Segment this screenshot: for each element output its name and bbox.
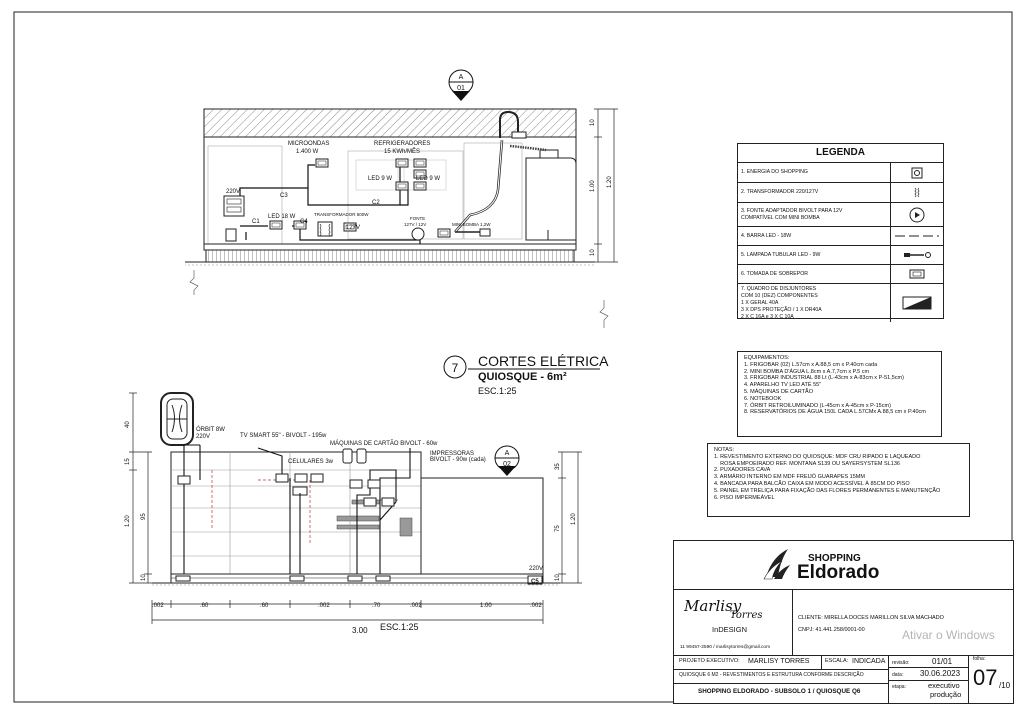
svg-text:LED 9 W: LED 9 W bbox=[416, 176, 441, 182]
svg-text:FONTE: FONTE bbox=[410, 216, 426, 221]
svg-text:10: 10 bbox=[141, 574, 147, 581]
svg-text:ÓRBIT 8W: ÓRBIT 8W bbox=[196, 427, 225, 433]
transformer-coil-icon bbox=[910, 186, 924, 200]
notes-list bbox=[707, 443, 970, 517]
list-item: 7. ÓRBIT RETROILUMINADO (L-45cm x A-45cm x P-15cm) bbox=[744, 402, 891, 409]
svg-text:1.20: 1.20 bbox=[607, 176, 613, 188]
list-item: 6. NOTEBOOK bbox=[744, 395, 782, 402]
led-bar-dashed-icon bbox=[895, 232, 939, 240]
legend-item: 2. TRANSFORMADOR 220/127V bbox=[738, 183, 943, 203]
client-cnpj: CNPJ: 41.441.258/0001-00 bbox=[798, 627, 865, 633]
list-item: 3. ARMÁRIO INTERNO EM MDF FREIJÓ GUARAPES 15MM bbox=[714, 474, 865, 481]
svg-text:LED 9 W: LED 9 W bbox=[368, 176, 393, 182]
svg-text:ESC.1:25: ESC.1:25 bbox=[478, 386, 517, 396]
svg-text:REFRIGERADORES: REFRIGERADORES bbox=[374, 141, 431, 147]
designer-name-1: Marlisy bbox=[684, 597, 742, 615]
legend-panel bbox=[737, 143, 944, 319]
svg-text:MINI BOMBA 1,2W: MINI BOMBA 1,2W bbox=[452, 222, 491, 227]
list-item: ROSA EMPOEIRADO REF. MONTANA S139 OU SAYERSYSTEM SL136 bbox=[714, 460, 900, 467]
legend-title: LEGENDA bbox=[738, 144, 943, 163]
front-elevation-view bbox=[125, 393, 582, 635]
legend-item: 3. FONTE ADAPTADOR BIVOLT PARA 12V COMPATÍVEL COM MINI BOMBA bbox=[738, 203, 943, 227]
transformer-coil-icon bbox=[318, 222, 332, 236]
svg-text:.70: .70 bbox=[372, 603, 381, 609]
activation-watermark: Ativar o Windows bbox=[902, 628, 995, 642]
sheet-number: 07 bbox=[973, 665, 998, 690]
svg-text:C4: C4 bbox=[300, 219, 308, 225]
list-item: 5. PAINEL EM TRELIÇA PARA FIXAÇÃO DAS FLORES PERMANENTES E MANUTENÇÃO bbox=[714, 487, 941, 494]
svg-text:C3: C3 bbox=[280, 193, 288, 199]
list-item: 5. MÁQUINAS DE CARTÃO bbox=[744, 388, 813, 395]
client-name: CLIENTE: MIRELLA DOCES MARILLON SILVA MACHADO bbox=[798, 615, 944, 621]
section-title bbox=[444, 353, 609, 396]
energy-square-icon bbox=[910, 166, 924, 180]
socket-icon bbox=[909, 269, 925, 279]
svg-text:1.20: 1.20 bbox=[571, 513, 577, 525]
svg-text:C1: C1 bbox=[252, 219, 260, 225]
list-item: 4. APARELHO TV LED ATÉ 55" bbox=[744, 382, 822, 389]
equipment-list bbox=[737, 351, 942, 437]
svg-text:1.00: 1.00 bbox=[480, 603, 492, 609]
svg-text:BIVOLT - 90w (cada): BIVOLT - 90w (cada) bbox=[430, 457, 486, 463]
svg-text:220V: 220V bbox=[529, 566, 544, 572]
breaker-panel-icon bbox=[902, 296, 932, 310]
designer-contact: 11 99457-2590 / marlisytorres@gmail.com bbox=[680, 645, 771, 650]
svg-text:15 KWh/MÊS: 15 KWh/MÊS bbox=[384, 149, 421, 155]
adapter-circle-icon bbox=[908, 206, 926, 224]
legend-item: 6. TOMADA DE SOBREPOR bbox=[738, 265, 943, 284]
svg-text:TV SMART 55" - BIVOLT - 195w: TV SMART 55" - BIVOLT - 195w bbox=[240, 433, 327, 439]
equipment-title: EQUIPAMENTOS: bbox=[744, 355, 790, 361]
svg-text:.002: .002 bbox=[318, 603, 330, 609]
list-item: 4. BANCADA PARA BALCÃO CAIXA EM MODO ACESSÍVEL À 85CM DO PISO bbox=[714, 480, 910, 487]
list-item: 1. REVESTIMENTO EXTERNO DO QUIOSQUE: MDF CRU RIPADO E LAQUEADO bbox=[714, 453, 921, 460]
svg-text:95: 95 bbox=[141, 513, 147, 520]
list-item: 2. MINI BOMBA D'ÁGUA L.8cm x A.7,7cm x P.5 cm bbox=[744, 368, 870, 375]
brand-top: SHOPPING bbox=[808, 553, 861, 564]
adapter-circle-icon bbox=[412, 228, 424, 240]
svg-text:TRANSFORMADOR 500W: TRANSFORMADOR 500W bbox=[314, 212, 369, 217]
svg-text:QUIOSQUE - 6m²: QUIOSQUE - 6m² bbox=[478, 371, 567, 383]
eldorado-logo-icon bbox=[762, 547, 792, 581]
svg-text:CELULARES 3w: CELULARES 3w bbox=[288, 459, 334, 465]
marker-number: 01 bbox=[457, 85, 465, 92]
section-marker-a01 bbox=[449, 70, 473, 101]
designer-name-2: Torres bbox=[730, 610, 763, 621]
svg-text:1.400 W: 1.400 W bbox=[296, 149, 319, 155]
svg-text:C2: C2 bbox=[372, 200, 380, 206]
svg-text:1.20: 1.20 bbox=[125, 515, 131, 527]
svg-text:A: A bbox=[504, 450, 510, 457]
list-item: 3. FRIGOBAR INDUSTRIAL 88 Lt (L-43cm x A-83cm x P-51,5cm) bbox=[744, 375, 904, 382]
section-number: 7 bbox=[451, 361, 459, 375]
svg-text:10: 10 bbox=[590, 249, 596, 256]
svg-text:10: 10 bbox=[590, 119, 596, 126]
svg-text:127V / 12V: 127V / 12V bbox=[404, 222, 427, 227]
section-marker-a02 bbox=[495, 446, 519, 476]
legend-item: 1. ENERGIA DO SHOPPING bbox=[738, 163, 943, 183]
title-block: SHOPPING Eldorado Marlisy Torres InDESIGN 11 99457-2590 / marlisytorres@gmail.com CLIENTE: MIRELLA DOCES MARILLON SILVA MACHADO CNPJ: 41.441.258/0001-00 PROJETO EXECUTIVO: MARLISY TORRES ESCALA: INDICADA QUIOSQUE 6 M2 - REVESTIMENTOS E ESTRUTURA CONFORME DESCRIÇÃO SHOPPING ELDORADO - SUBSOLO 1 / QUIOSQUE Q6 revisão: 01/01 data: 30.06.2023 etapa: executivo produção folha: 07 /10 bbox=[673, 540, 1014, 704]
svg-text:MICROONDAS: MICROONDAS bbox=[288, 141, 330, 147]
svg-text:C5: C5 bbox=[531, 579, 539, 585]
svg-text:IMPRESSORAS: IMPRESSORAS bbox=[430, 451, 475, 457]
marker-letter: A bbox=[458, 74, 464, 81]
svg-text:.002: .002 bbox=[410, 603, 422, 609]
notes-title: NOTAS: bbox=[714, 447, 735, 453]
legend-item: 7. QUADRO DE DISJUNTORES COM 10 (DEZ) COMPONENTES 1 X GERAL 40A 3 X DPS PROTEÇÃO / 1 X DR40A 2 X C 16A e 3 X C 10A bbox=[738, 284, 943, 322]
list-item: 8. RESERVATÓRIOS DE ÁGUA 150L CADA L.57CMx A.88,5 cm x P.40cm bbox=[744, 409, 926, 416]
list-item: 6. PISO IMPERMEÁVEL bbox=[714, 494, 775, 501]
svg-text:75: 75 bbox=[555, 525, 561, 532]
brand-main: Eldorado bbox=[797, 562, 880, 583]
svg-text:.60: .60 bbox=[260, 603, 269, 609]
svg-text:.60: .60 bbox=[200, 603, 209, 609]
designer-sub: InDESIGN bbox=[712, 625, 748, 634]
svg-text:220V: 220V bbox=[226, 189, 241, 195]
svg-text:1.00: 1.00 bbox=[590, 180, 596, 192]
svg-text:15: 15 bbox=[125, 458, 131, 465]
tube-lamp-icon bbox=[902, 251, 932, 259]
svg-text:35: 35 bbox=[555, 463, 561, 470]
svg-text:127V: 127V bbox=[346, 225, 361, 231]
svg-text:LED 18 W: LED 18 W bbox=[268, 214, 296, 220]
svg-text:10: 10 bbox=[555, 574, 561, 581]
svg-text:ESC.1:25: ESC.1:25 bbox=[380, 622, 419, 632]
list-item: 2. PUXADORES CAVA bbox=[714, 467, 771, 474]
electrical-cut-view bbox=[185, 109, 618, 328]
location: SHOPPING ELDORADO - SUBSOLO 1 / QUIOSQUE Q6 bbox=[698, 688, 861, 695]
total-width: 3.00 bbox=[352, 626, 368, 635]
svg-text:.002: .002 bbox=[530, 603, 542, 609]
svg-text:02: 02 bbox=[503, 461, 511, 468]
legend-item: 4. BARRA LED - 18W bbox=[738, 227, 943, 246]
section-heading: CORTES ELÉTRICA bbox=[478, 353, 609, 369]
legend-item: 5. LAMPADA TUBULAR LED - 9W bbox=[738, 246, 943, 265]
svg-text:220V: 220V bbox=[196, 434, 211, 440]
svg-text:40: 40 bbox=[125, 421, 131, 428]
svg-text:.002: .002 bbox=[152, 603, 164, 609]
svg-text:MÁQUINAS DE CARTÃO BIVOLT - 60: MÁQUINAS DE CARTÃO BIVOLT - 60w bbox=[330, 441, 438, 447]
list-item: 1. FRIGOBAR (02) L.57cm x A.88,5 cm x P.40cm cada bbox=[744, 361, 878, 368]
